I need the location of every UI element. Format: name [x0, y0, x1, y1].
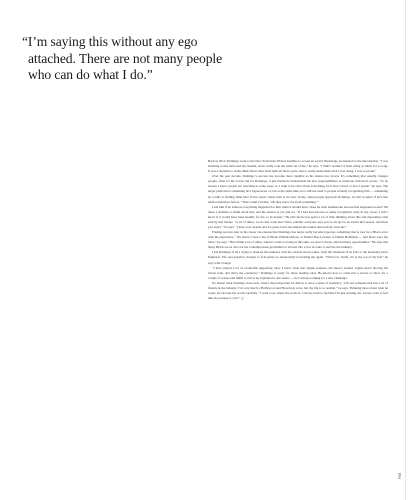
article-paragraph: No matter what Domingo does next, what’s most important for him is to have a sense of normalcy. “I’m not someone that has a lot of friends in the industry. I’m very much a Hollywood and Broadway actor, but my life is so normal,” he says. Thinking more about what he wants, he chooses his words carefully. “I want to go where the work is. I always want to feel like I’m just starting out. I never want to feel like the journey is over.” ◻: [208, 280, 388, 301]
article-paragraph: “I have played a lot of wonderful supporting roles. I know what that engine requires, but there’s another engine that’s moving the whole train, and that’s the conductor.” Domingo is ready for those leading roles. He knows how to come into a movie or show for a couple of scenes and fulfill it, but as he explained to me earlier — he’s always looking for a new challenge.: [208, 265, 388, 280]
page-folio: FEB: [398, 472, 402, 479]
pull-quote-line-3: who can do what I do.”: [28, 67, 153, 82]
margin-rule: [405, 0, 406, 500]
pull-quote-line-2: attached. There are not many people: [28, 50, 223, 66]
article-paragraph: I ask Domingo if he’s trying to surprise his audience with the varied roles he takes, from the villainous X in Zola to the nurturing Ali in Euphoria. The real question, though, is if he plans on emotionally terrorizing me again. “Well now, Sarah, it’s at the top of my list!” he says with a laugh.: [208, 250, 388, 265]
article-paragraph: Finding success later in his career also means that Domingo has never really become typecast, something that is rare for a Black actor with his experience. “We haven’t seen a list of Black Willem Dafoes, or Daniel Day-Lewises or Dustin Hoffmans — and those were my idols,” he says. “But I think a lot of times, when it comes to being in this skin, we aren’t always allowed these opportunities.” He says that many Black actors who are his contemporaries get limited or shoved into a box in order to survive the industry.: [208, 230, 388, 250]
article-paragraph: Over the past decade, Domingo’s success has become more tangible as his stature has grown. It’s something that usually changes people, often for the worse, but for Domingo, it just means he understands his new responsibilities as someone with more access. “To be honest, I know people are watching in some ways, so I want to be clear about everything, be it how I dress or how I speak,” he says. The larger platform is something he’s hyperaware of, but at the same time, he’s still not used to people actually recognizing him — something he credits to finding fame later in his career, rather than at its start. Today, when people approach Domingo, he still wonders if he’s met them somewhere before. “That’s until I’m like, ‘Oh they know me from something.’”: [208, 174, 388, 204]
article-paragraph: I ask him if he believes everything happened for him when it should have. Does he wish mainstream success had happened sooner? He takes a moment to think about this, and the answer is yes and no. “If I had had success or name recognition early in my career, I don’t know if it would have been healthy for me, to be honest.” He tells me he has spent a lot of time thinking about this and unpacking what exactly that means. “A lot of times, we do this work and critics, pundits, everyone says you’re set up for an award that season. And then you aren’t,” he says. “I have won awards and it’s great, but it has helped me realize that nobody owes me.”: [208, 204, 388, 230]
article-paragraph: Back in 2013, Domingo went to the New York State Writers Institute to accept an award. Backstage, he listened to his introduction. “I was listening to this man read my résumé, and it really took the wind out of me,” he says. “I didn’t realize I’d been doing so much for so long. It was a moment to really think about what I had built all those years, and to really understand what I was doing. I was so proud.”: [208, 159, 388, 174]
pull-quote: [22, 34, 223, 84]
article-body: [208, 159, 388, 301]
pull-quote-line-1: “I’m saying this without any ego: [22, 34, 198, 49]
